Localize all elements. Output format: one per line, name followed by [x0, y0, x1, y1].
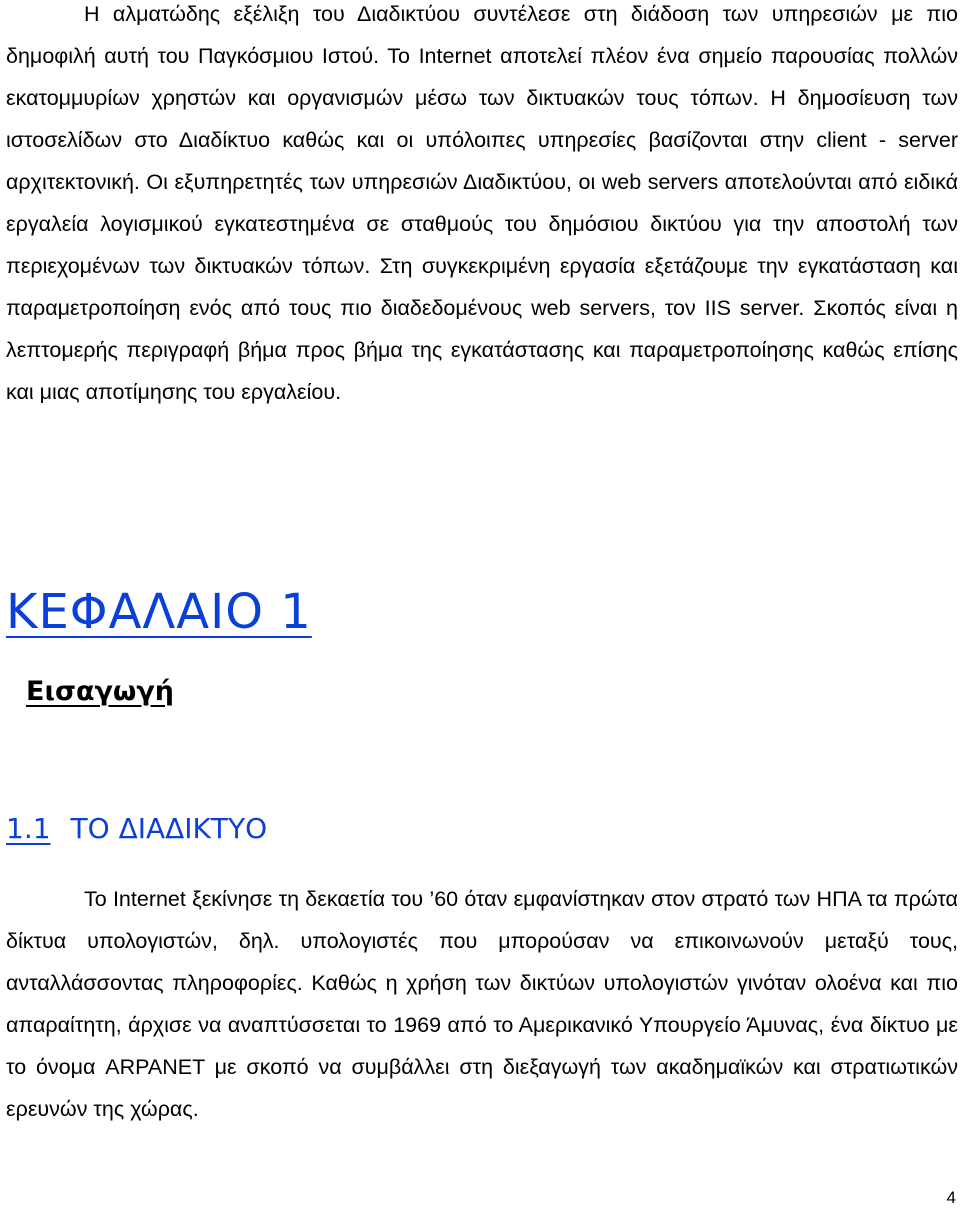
section-number: 1.1 — [6, 812, 51, 845]
intro-paragraph: Η αλματώδης εξέλιξη του Διαδικτύου συντέλεσε στη διάδοση των υπηρεσιών με πιο δημοφιλή αυτή του Παγκόσμιου Ιστού. Το Internet αποτελεί πλέον ένα σημείο παρουσίας πολλών εκατομμυρίων χρηστών και οργανισμών μέσω των δικτυακών τους τόπων. Η δημοσίευση των ιστοσελίδων στο Διαδίκτυο καθώς και οι υπόλοιπες υπηρεσίες βασίζονται στην client - server αρχιτεκτονική. Οι εξυπηρετητές των υπηρεσιών Διαδικτύου, οι web servers αποτελούνται από ειδικά εργαλεία λογισμικού εγκατεστημένα σε σταθμούς του δημόσιου δικτύου για την αποστολή των περιεχομένων των δικτυακών τόπων. Στη συγκεκριμένη εργασία εξετάζουμε την εγκατάσταση και παραμετροποίηση ενός από τους πιο διαδεδομένους web servers, τον IIS server. Σκοπός είναι η λεπτομερής περιγραφή βήμα προς βήμα της εγκατάστασης και παραμετροποίησης καθώς επίσης και μιας αποτίμησης του εργαλείου. — [6, 2, 958, 404]
section-title: ΤΟ ΔΙΑΔΙΚΤΥΟ — [70, 812, 268, 845]
page-number: 4 — [946, 1188, 956, 1207]
section-paragraph: Το Internet ξεκίνησε τη δεκαετία του ’60 όταν εμφανίστηκαν στον στρατό των ΗΠΑ τα πρώτα δίκτυα υπολογιστών, δηλ. υπολογιστές που μπορούσαν να επικοινωνούν μεταξύ τους, ανταλλάσσοντας πληροφορίες. Καθώς η χρήση των δικτύων υπολογιστών γινόταν ολοένα και πιο απαραίτητη, άρχισε να αναπτύσσεται το 1969 από το Αμερικανικό Υπουργείο Άμυνας, ένα δίκτυο με το όνομα ARPANET με σκοπό να συμβάλλει στη διεξαγωγή των ακαδημαϊκών και στρατιωτικών ερευνών της χώρας. — [6, 887, 958, 1121]
chapter-subtitle: Εισαγωγή — [26, 676, 175, 707]
chapter-title: ΚΕΦΑΛΑΙΟ 1 — [6, 584, 312, 640]
section-heading — [6, 812, 267, 845]
